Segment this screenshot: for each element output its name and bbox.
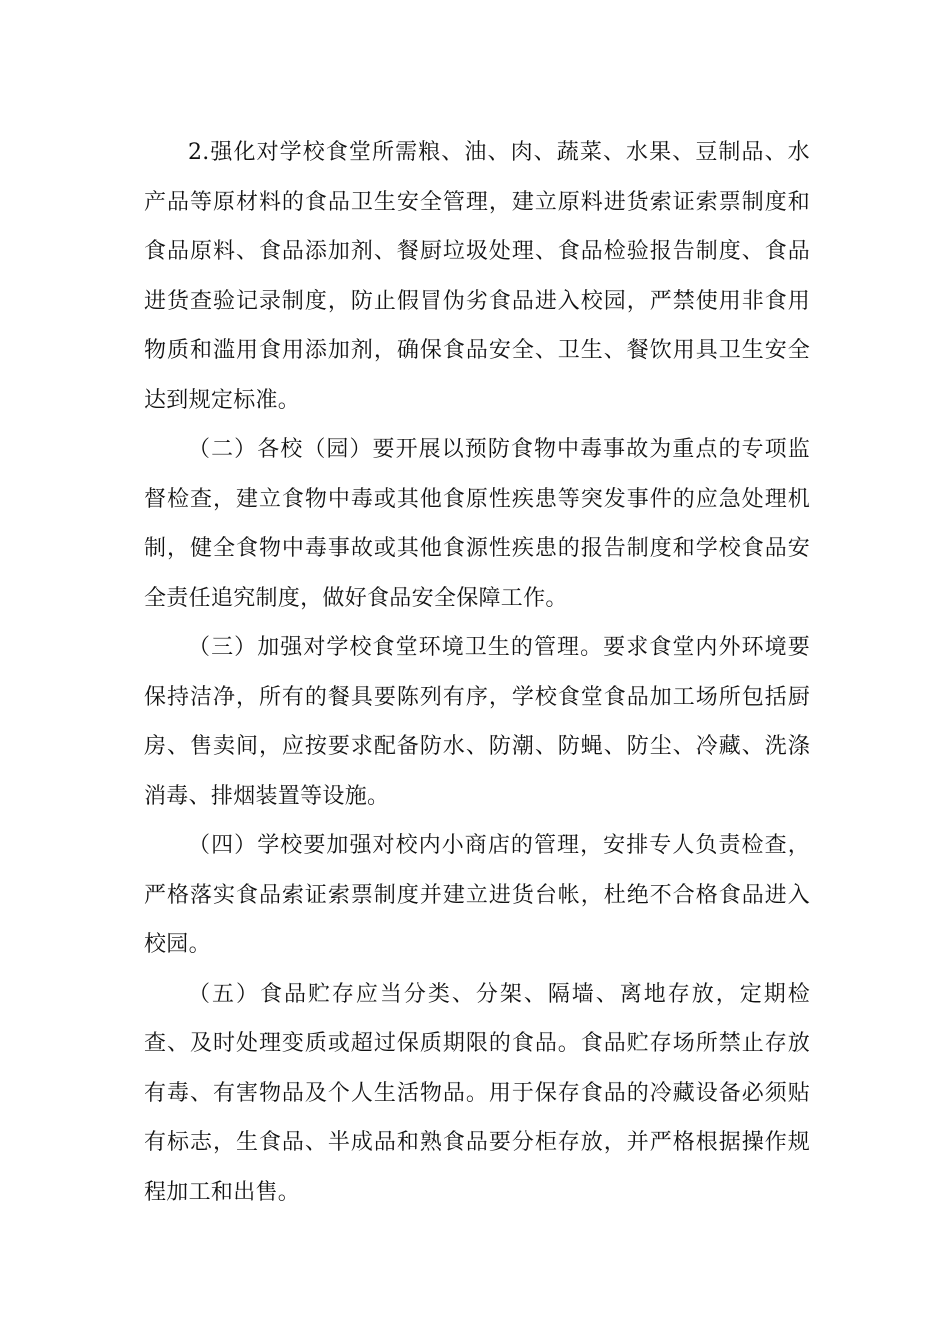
paragraph-item-2: 2.强化对学校食堂所需粮、油、肉、蔬菜、水果、豆制品、水产品等原材料的食品卫生安全管理，建立原料进货索证索票制度和食品原料、食品添加剂、餐厨垃圾处理、食品检验报告制度、食品进货查验记录制度，防止假冒伪劣食品进入校园，严禁使用非食用物质和滥用食用添加剂，确保食品安全、卫生、餐饮用具卫生安全达到规定标准。: [144, 140, 810, 413]
paragraph-section-4: （四）学校要加强对校内小商店的管理，安排专人负责检查，严格落实食品索证索票制度并建立进货台帐，杜绝不合格食品进入校园。: [144, 833, 810, 957]
document-body: [144, 128, 810, 1217]
paragraph-section-5: （五）食品贮存应当分类、分架、隔墙、离地存放，定期检查、及时处理变质或超过保质期限的食品。食品贮存场所禁止存放有毒、有害物品及个人生活物品。用于保存食品的冷藏设备必须贴有标志，生食品、半成品和熟食品要分柜存放，并严格根据操作规程加工和出售。: [144, 981, 810, 1205]
paragraph-section-2: （二）各校（园）要开展以预防食物中毒事故为重点的专项监督检查，建立食物中毒或其他食原性疾患等突发事件的应急处理机制，健全食物中毒事故或其他食源性疾患的报告制度和学校食品安全责任追究制度，做好食品安全保障工作。: [144, 437, 810, 611]
paragraph-section-3: （三）加强对学校食堂环境卫生的管理。要求食堂内外环境要保持洁净，所有的餐具要陈列有序，学校食堂食品加工场所包括厨房、售卖间，应按要求配备防水、防潮、防蝇、防尘、冷藏、洗涤消毒、排烟装置等设施。: [144, 635, 810, 809]
